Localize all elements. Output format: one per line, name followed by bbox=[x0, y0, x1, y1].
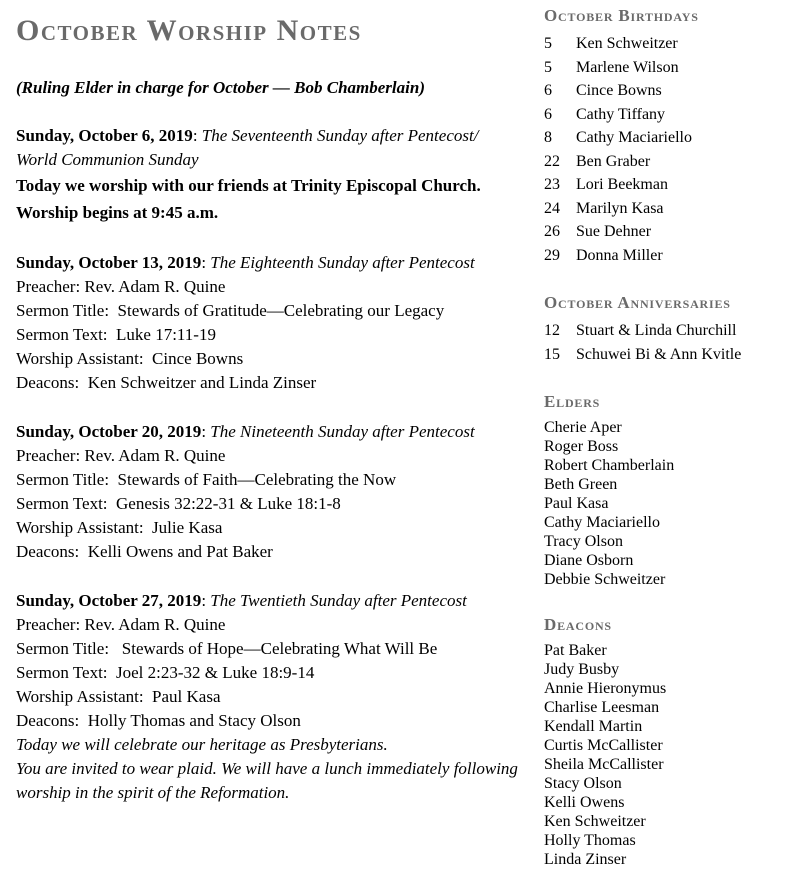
service-sunday-name-continued: World Communion Sunday bbox=[16, 150, 199, 169]
day-number: 8 bbox=[544, 129, 552, 146]
services-list bbox=[16, 124, 526, 805]
service-detail: Worship Assistant: Cince Bowns bbox=[16, 349, 244, 368]
list-item bbox=[544, 79, 792, 103]
list-item bbox=[544, 103, 792, 127]
person-name: Stuart & Linda Churchill bbox=[576, 322, 737, 339]
list-item bbox=[544, 197, 792, 221]
day-number: 23 bbox=[544, 176, 560, 193]
person-name: Cince Bowns bbox=[576, 82, 662, 99]
service-detail: Sermon Title: Stewards of Gratitude—Celebrating our Legacy bbox=[16, 301, 445, 320]
service-date-line: Sunday, October 20, 2019: The Nineteenth Sunday after Pentecost bbox=[16, 422, 475, 441]
service-detail: Preacher: Rev. Adam R. Quine bbox=[16, 615, 226, 634]
service-date: Sunday, October 13, 2019 bbox=[16, 253, 202, 272]
worship-notes-column bbox=[16, 6, 526, 895]
list-item bbox=[544, 319, 792, 343]
list-item: Robert Chamberlain bbox=[544, 457, 675, 474]
service-date-line: Sunday, October 6, 2019: The Seventeenth Sunday after Pentecost/ bbox=[16, 126, 479, 145]
person-name: Cathy Tiffany bbox=[576, 105, 666, 123]
list-item: Paul Kasa bbox=[544, 495, 609, 512]
list-item: Tracy Olson bbox=[544, 533, 623, 550]
list-item: Ken Schweitzer bbox=[544, 813, 646, 830]
service-entry bbox=[16, 251, 526, 395]
person-name: Donna Miller bbox=[576, 246, 663, 264]
person-name: Cathy Maciariello bbox=[576, 129, 692, 146]
service-detail: Worship Assistant: Julie Kasa bbox=[16, 518, 223, 537]
list-item: Roger Boss bbox=[544, 438, 619, 455]
service-entry bbox=[16, 124, 526, 226]
service-date: Sunday, October 6, 2019 bbox=[16, 126, 193, 145]
list-item: Cherie Aper bbox=[544, 419, 622, 436]
service-detail: Sermon Text: Genesis 32:22-31 & Luke 18:1-8 bbox=[16, 494, 341, 513]
list-item: Stacy Olson bbox=[544, 775, 622, 792]
list-item bbox=[544, 32, 792, 56]
service-bold-note: Today we worship with our friends at Trinity Episcopal Church. bbox=[16, 176, 481, 195]
october-birthdays-list bbox=[544, 32, 792, 267]
list-item bbox=[544, 56, 792, 80]
service-date-line: Sunday, October 13, 2019: The Eighteenth Sunday after Pentecost bbox=[16, 253, 475, 272]
list-item: Sheila McCallister bbox=[544, 756, 664, 773]
ruling-elder-note: (Ruling Elder in charge for October — Bob Chamberlain) bbox=[16, 78, 425, 97]
person-name: Ben Graber bbox=[576, 152, 651, 170]
list-item bbox=[544, 220, 792, 244]
person-name: Schuwei Bi & Ann Kvitle bbox=[576, 345, 742, 363]
list-item: Judy Busby bbox=[544, 661, 620, 678]
day-number: 12 bbox=[544, 322, 560, 339]
day-number: 29 bbox=[544, 246, 560, 264]
section-october-anniversaries bbox=[544, 293, 792, 366]
person-name: Lori Beekman bbox=[576, 176, 668, 193]
list-item: Curtis McCallister bbox=[544, 737, 663, 754]
person-name: Marlene Wilson bbox=[576, 58, 679, 76]
list-item: Linda Zinser bbox=[544, 851, 627, 868]
section-heading-october-anniversaries: October Anniversaries bbox=[544, 293, 731, 312]
service-date: Sunday, October 20, 2019 bbox=[16, 422, 202, 441]
day-number: 5 bbox=[544, 58, 552, 76]
service-detail: Deacons: Holly Thomas and Stacy Olson bbox=[16, 711, 301, 730]
list-item: Annie Hieronymus bbox=[544, 680, 667, 697]
list-item bbox=[544, 173, 792, 197]
deacons-list bbox=[544, 641, 792, 869]
day-number: 22 bbox=[544, 152, 560, 170]
service-detail: Sermon Title: Stewards of Faith—Celebrating the Now bbox=[16, 470, 397, 489]
person-name: Marilyn Kasa bbox=[576, 199, 664, 217]
service-italic-note: Today we will celebrate our heritage as Presbyterians. bbox=[16, 735, 388, 754]
list-item: Diane Osborn bbox=[544, 552, 634, 569]
october-anniversaries-list bbox=[544, 319, 792, 366]
day-number: 15 bbox=[544, 345, 560, 363]
day-number: 6 bbox=[544, 105, 552, 123]
section-heading-october-birthdays: October Birthdays bbox=[544, 6, 699, 25]
service-detail: Sermon Text: Luke 17:11-19 bbox=[16, 325, 216, 344]
list-item bbox=[544, 150, 792, 174]
day-number: 26 bbox=[544, 223, 560, 240]
service-detail: Worship Assistant: Paul Kasa bbox=[16, 687, 221, 706]
service-sunday-name: The Eighteenth Sunday after Pentecost bbox=[210, 253, 475, 272]
day-number: 6 bbox=[544, 82, 552, 99]
person-name: Ken Schweitzer bbox=[576, 35, 678, 52]
service-detail: Sermon Title: Stewards of Hope—Celebrating What Will Be bbox=[16, 639, 438, 658]
service-italic-note: You are invited to wear plaid. We will have a lunch immediately following worship in the spirit of the Reformation. bbox=[16, 759, 523, 802]
section-deacons bbox=[544, 615, 792, 869]
service-entry bbox=[16, 420, 526, 564]
list-item: Charlise Leesman bbox=[544, 699, 660, 716]
service-sunday-name: The Twentieth Sunday after Pentecost bbox=[210, 591, 467, 610]
person-name: Sue Dehner bbox=[576, 223, 652, 240]
service-bold-note: Worship begins at 9:45 a.m. bbox=[16, 203, 219, 222]
service-sunday-name: The Nineteenth Sunday after Pentecost bbox=[210, 422, 475, 441]
list-item bbox=[544, 343, 792, 367]
list-item: Holly Thomas bbox=[544, 832, 636, 849]
section-heading-deacons: Deacons bbox=[544, 615, 612, 634]
service-sunday-name: The Seventeenth Sunday after Pentecost/ bbox=[201, 126, 479, 145]
service-date-line: Sunday, October 27, 2019: The Twentieth Sunday after Pentecost bbox=[16, 591, 467, 610]
list-item: Debbie Schweitzer bbox=[544, 571, 666, 588]
day-number: 5 bbox=[544, 35, 552, 52]
sidebar-column bbox=[526, 6, 792, 895]
list-item: Cathy Maciariello bbox=[544, 514, 660, 531]
list-item: Pat Baker bbox=[544, 642, 607, 659]
section-october-birthdays bbox=[544, 6, 792, 267]
service-detail: Preacher: Rev. Adam R. Quine bbox=[16, 277, 226, 296]
list-item: Kendall Martin bbox=[544, 718, 643, 735]
service-detail: Preacher: Rev. Adam R. Quine bbox=[16, 446, 226, 465]
service-entry bbox=[16, 589, 526, 805]
list-item: Kelli Owens bbox=[544, 794, 625, 811]
section-elders bbox=[544, 392, 792, 589]
day-number: 24 bbox=[544, 199, 560, 217]
elders-list bbox=[544, 418, 792, 589]
service-detail: Deacons: Ken Schweitzer and Linda Zinser bbox=[16, 373, 317, 392]
sidebar-sections bbox=[544, 6, 792, 869]
service-detail: Sermon Text: Joel 2:23-32 & Luke 18:9-14 bbox=[16, 663, 315, 682]
list-item bbox=[544, 244, 792, 268]
list-item: Beth Green bbox=[544, 476, 618, 493]
page-title: October Worship Notes bbox=[16, 14, 362, 47]
service-detail: Deacons: Kelli Owens and Pat Baker bbox=[16, 542, 273, 561]
section-heading-elders: Elders bbox=[544, 392, 601, 411]
service-date: Sunday, October 27, 2019 bbox=[16, 591, 202, 610]
list-item bbox=[544, 126, 792, 150]
